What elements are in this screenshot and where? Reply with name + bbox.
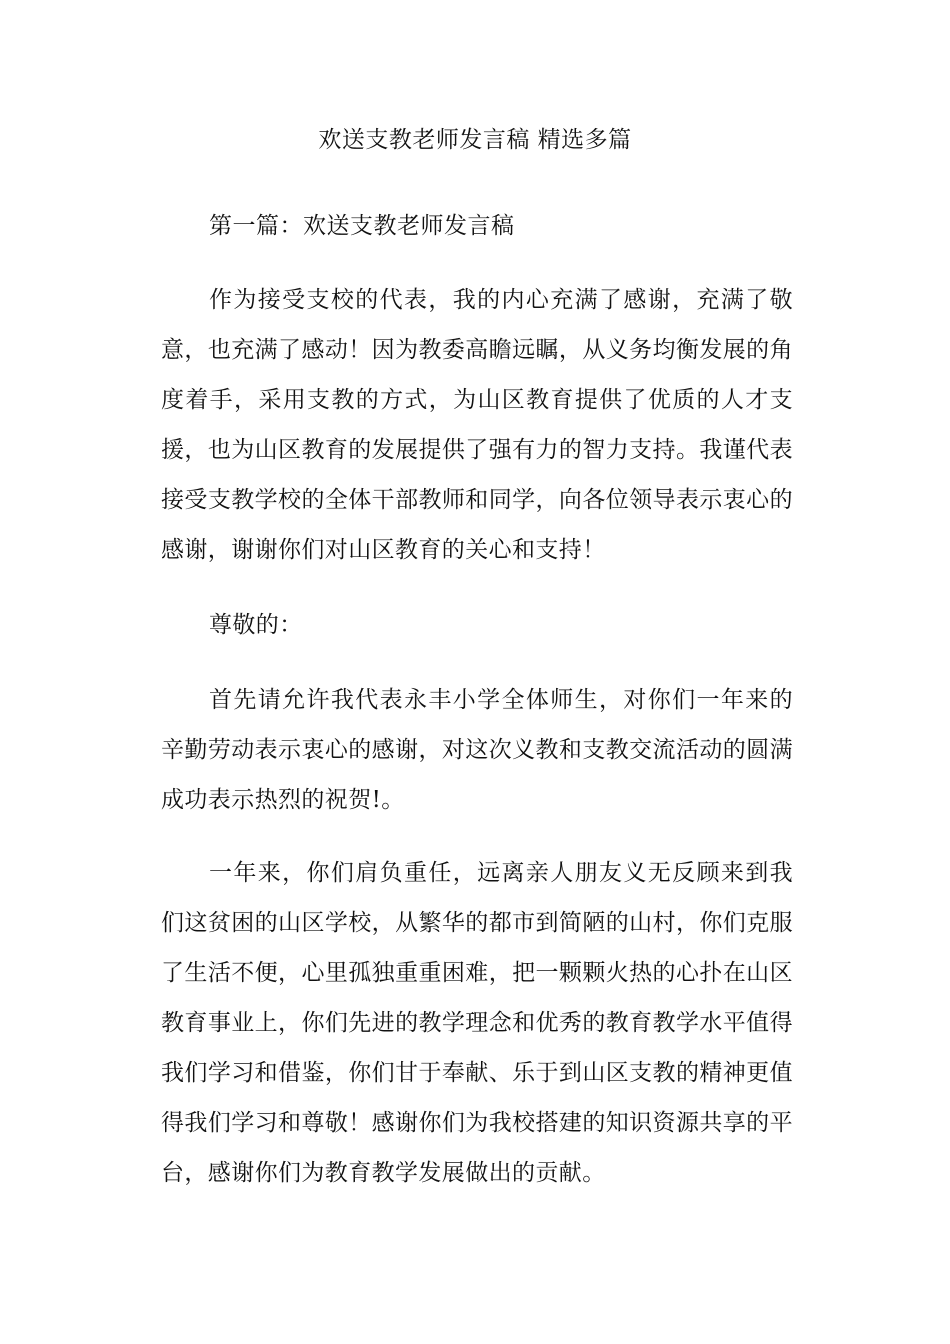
paragraph-salutation: 尊敬的： — [209, 612, 303, 638]
document-title: 欢送支教老师发言稿 精选多篇 — [318, 127, 632, 153]
paragraph-intro: 作为接受支校的代表，我的内心充满了感谢，充满了敬意，也充满了感动！因为教委高瞻远瞩，从义务均衡发展的角度着手，采用支教的方式，为山区教育提供了优质的人才支援，也为山区教育的发展提供了强有力的智力支持。我谨代表接受支教学校的全体干部教师和同学，向各位领导表示衷心的感谢，谢谢你们对山区教育的关心和支持！ — [161, 287, 793, 563]
paragraph-thanks: 首先请允许我代表永丰小学全体师生，对你们一年来的辛勤劳动表示衷心的感谢，对这次义教和支教交流活动的圆满成功表示热烈的祝贺!。 — [161, 687, 793, 813]
paragraph-year-review: 一年来，你们肩负重任，远离亲人朋友义无反顾来到我们这贫困的山区学校，从繁华的都市到简陋的山村，你们克服了生活不便，心里孤独重重困难，把一颗颗火热的心扑在山区教育事业上，你们先进的教学理念和优秀的教育教学水平值得我们学习和借鉴，你们甘于奉献、乐于到山区支教的精神更值得我们学习和尊敬！感谢你们为我校搭建的知识资源共享的平台，感谢你们为教育教学发展做出的贡献。 — [161, 860, 793, 1186]
section-heading: 第一篇：欢送支教老师发言稿 — [209, 213, 515, 239]
